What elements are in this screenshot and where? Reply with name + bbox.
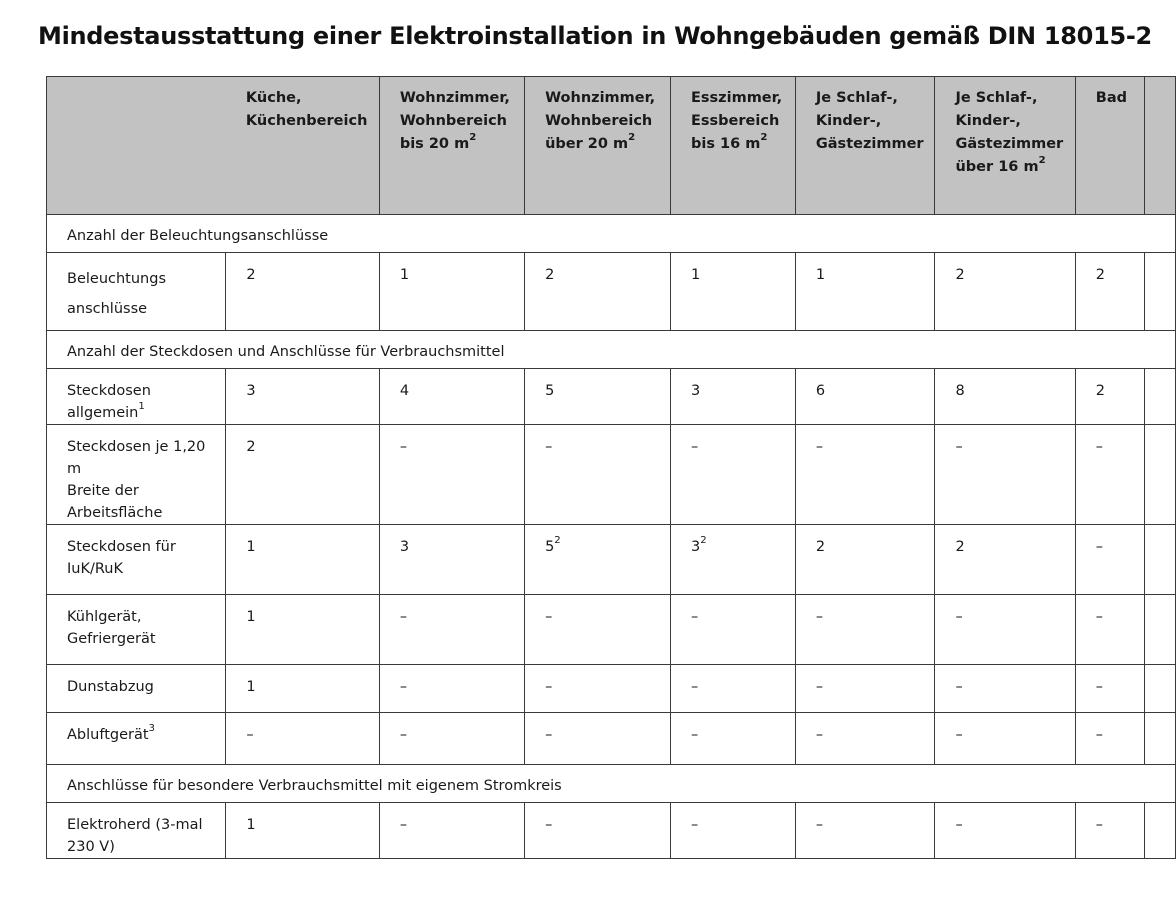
row-label-line: Steckdosen je 1,20 m	[67, 439, 206, 477]
column-header-line: über 16 $m^2$	[955, 155, 1046, 175]
value-cell: –	[525, 803, 671, 859]
table-row	[47, 595, 1176, 665]
row-label	[47, 713, 226, 765]
table-row	[47, 713, 1176, 765]
value-cell: –	[935, 425, 1075, 525]
column-header-line: über 20 $m^2$	[545, 132, 636, 152]
row-label-line: Dunstabzug	[67, 679, 154, 695]
column-header-6	[935, 77, 1075, 215]
value-cell: $3^2$	[671, 525, 796, 595]
value-cell: 2	[1075, 369, 1144, 425]
value-cell: –	[525, 665, 671, 713]
value-cell: 6	[795, 369, 935, 425]
value-cell: –	[795, 665, 935, 713]
row-label-line: Gefriergerät	[67, 631, 156, 647]
superscript: 3	[148, 723, 155, 735]
superscript: 2	[628, 132, 636, 144]
column-header-line: Kinder-,	[815, 113, 882, 129]
header-row	[47, 77, 1176, 215]
overflow-cell	[1145, 803, 1176, 859]
value-cell: –	[379, 665, 524, 713]
superscript: 2	[469, 132, 477, 144]
superscript: 2	[554, 535, 561, 547]
value-cell: –	[379, 425, 524, 525]
value-cell: 2	[935, 525, 1075, 595]
row-label-line: Arbeitsfläche	[67, 505, 163, 521]
row-label-line: allgemein$^1$	[67, 401, 145, 421]
value-cell: –	[1075, 425, 1144, 525]
row-label	[47, 425, 226, 525]
row-label	[47, 665, 226, 713]
value-cell: –	[671, 595, 796, 665]
table-row	[47, 253, 1176, 331]
row-label-line: Breite der	[67, 483, 139, 499]
column-header-3	[525, 77, 671, 215]
column-header-line: Wohnzimmer,	[399, 90, 510, 106]
value-cell: –	[525, 425, 671, 525]
value-cell: 2	[935, 253, 1075, 331]
value-cell: –	[226, 713, 379, 765]
value-cell: –	[379, 713, 524, 765]
column-header-line: Wohnbereich	[545, 113, 653, 129]
row-label-line: Kühlgerät,	[67, 609, 142, 625]
table-row	[47, 369, 1176, 425]
value-cell: 1	[226, 595, 379, 665]
superscript: 2	[1038, 155, 1046, 167]
value-cell: –	[671, 803, 796, 859]
row-label	[47, 595, 226, 665]
value-cell: –	[935, 713, 1075, 765]
value-cell: 1	[795, 253, 935, 331]
column-header-5	[795, 77, 935, 215]
column-header-line: Esszimmer,	[691, 90, 783, 106]
value-cell: –	[935, 665, 1075, 713]
value-cell: 1	[671, 253, 796, 331]
column-header-line: Bad	[1095, 90, 1128, 106]
table-row	[47, 425, 1176, 525]
value-cell: –	[671, 425, 796, 525]
value-cell: –	[525, 713, 671, 765]
section-label: Anzahl der Beleuchtungsanschlüsse	[47, 215, 1176, 253]
value-cell: 1	[379, 253, 524, 331]
value-cell: 3	[671, 369, 796, 425]
row-label-line: Steckdosen	[67, 383, 151, 399]
column-header-line: Gästezimmer	[955, 136, 1064, 152]
value-cell: –	[935, 803, 1075, 859]
value-cell: –	[379, 595, 524, 665]
column-header-line: Je Schlaf-,	[955, 90, 1038, 106]
value-cell: –	[1075, 525, 1144, 595]
column-header-line: Je Schlaf-,	[815, 90, 898, 106]
row-label-line: Beleuchtungs	[67, 271, 166, 287]
value-cell: –	[1075, 803, 1144, 859]
superscript: 2	[700, 535, 707, 547]
value-cell: 5	[525, 369, 671, 425]
column-header-4	[671, 77, 796, 215]
overflow-cell	[1145, 713, 1176, 765]
column-header-2	[379, 77, 524, 215]
column-header-cutoff	[1145, 77, 1176, 215]
value-cell: –	[795, 713, 935, 765]
overflow-cell	[1145, 253, 1176, 331]
value-cell: 2	[795, 525, 935, 595]
table-row	[47, 525, 1176, 595]
value-cell: –	[795, 425, 935, 525]
value-cell: –	[935, 595, 1075, 665]
table-row	[47, 665, 1176, 713]
value-cell: $5^2$	[525, 525, 671, 595]
column-header-line: bis 20 $m^2$	[399, 132, 477, 152]
row-label-line: Steckdosen für	[67, 539, 176, 555]
value-cell: 2	[1075, 253, 1144, 331]
column-header-line: Gästezimmer	[815, 136, 924, 152]
overflow-cell	[1145, 525, 1176, 595]
section-label: Anschlüsse für besondere Verbrauchsmittel mit eigenem Stromkreis	[47, 765, 1176, 803]
column-header-line: bis 16 $m^2$	[691, 132, 768, 152]
requirements-table	[46, 76, 1176, 859]
row-label-line: Elektroherd (3-mal	[67, 817, 203, 833]
value-cell: 2	[226, 253, 379, 331]
overflow-cell	[1145, 665, 1176, 713]
overflow-cell	[1145, 369, 1176, 425]
column-header-line: Kinder-,	[955, 113, 1021, 129]
value-cell: 3	[226, 369, 379, 425]
section-label: Anzahl der Steckdosen und Anschlüsse für Verbrauchsmittel	[47, 331, 1176, 369]
row-label-line: IuK/RuK	[67, 561, 123, 577]
value-cell: –	[1075, 665, 1144, 713]
section-row	[47, 215, 1176, 253]
value-cell: –	[795, 803, 935, 859]
value-cell: 4	[379, 369, 524, 425]
overflow-cell	[1145, 595, 1176, 665]
value-cell: 1	[226, 803, 379, 859]
value-cell: 2	[226, 425, 379, 525]
superscript: 1	[138, 401, 145, 413]
overflow-cell	[1145, 425, 1176, 525]
row-label	[47, 253, 226, 331]
value-cell: 1	[226, 665, 379, 713]
superscript: 2	[760, 132, 768, 144]
row-label-line: anschlüsse	[67, 301, 148, 317]
section-row	[47, 765, 1176, 803]
page-title: Mindestausstattung einer Elektroinstallation in Wohngebäuden gemäß DIN 18015-2	[38, 22, 1152, 50]
value-cell: –	[671, 665, 796, 713]
value-cell: –	[795, 595, 935, 665]
row-label	[47, 525, 226, 595]
value-cell: –	[671, 713, 796, 765]
column-header-line: Küche,	[245, 90, 302, 106]
value-cell: 2	[525, 253, 671, 331]
value-cell: –	[1075, 713, 1144, 765]
column-header-line: Wohnzimmer,	[545, 90, 656, 106]
row-label	[47, 369, 226, 425]
value-cell: 3	[379, 525, 524, 595]
value-cell: –	[525, 595, 671, 665]
row-label-line: 230 V)	[67, 839, 115, 855]
value-cell: 8	[935, 369, 1075, 425]
table-row	[47, 803, 1176, 859]
value-cell: –	[1075, 595, 1144, 665]
column-header-line: Wohnbereich	[399, 113, 507, 129]
row-label	[47, 803, 226, 859]
table-body	[47, 215, 1176, 859]
column-header-7	[1075, 77, 1144, 215]
column-header-line: Essbereich	[691, 113, 780, 129]
column-header-1	[226, 77, 379, 215]
column-header-line: Küchenbereich	[245, 113, 368, 129]
value-cell: –	[379, 803, 524, 859]
section-row	[47, 331, 1176, 369]
header-corner-cell	[47, 77, 226, 215]
value-cell: 1	[226, 525, 379, 595]
row-label-line: Abluftgerät$^3$	[67, 723, 155, 743]
